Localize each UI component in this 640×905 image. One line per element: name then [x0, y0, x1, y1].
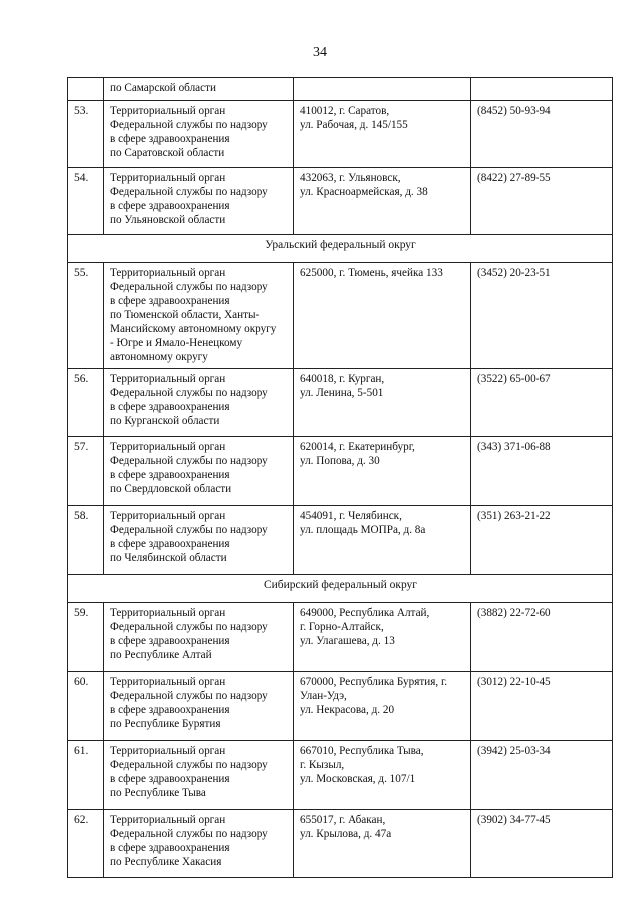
- section-title: Уральский федеральный округ: [68, 235, 613, 263]
- address-cell: [294, 101, 471, 168]
- organization-line: Федеральной службы по надзору: [110, 455, 268, 467]
- table-row: [68, 741, 613, 810]
- organization-line: Федеральной службы по надзору: [110, 621, 268, 633]
- organization-line: по Челябинской области: [110, 552, 227, 564]
- organization-line: Территориальный орган: [110, 105, 226, 117]
- phone-cell: [471, 78, 613, 101]
- organization-line: в сфере здравоохранения: [110, 635, 230, 647]
- address-line: ул. Крылова, д. 47а: [300, 828, 392, 840]
- organization-line: Территориальный орган: [110, 607, 226, 619]
- phone-cell: (3902) 34-77-45: [471, 810, 613, 878]
- address-cell: [294, 810, 471, 878]
- address-line: ул. Попова, д. 30: [300, 455, 380, 467]
- row-number: 61.: [68, 741, 104, 810]
- address-cell: [294, 369, 471, 437]
- organization-line: по Республике Алтай: [110, 649, 212, 661]
- organization-line: Территориальный орган: [110, 172, 226, 184]
- organization-line: в сфере здравоохранения: [110, 469, 230, 481]
- address-line: г. Горно-Алтайск,: [300, 621, 384, 633]
- organization-line: по Ульяновской области: [110, 214, 226, 226]
- page-number: 34: [313, 45, 327, 60]
- section-row: [68, 575, 613, 603]
- phone-cell: (3012) 22-10-45: [471, 672, 613, 741]
- organization-line: Мансийскому автономному округу: [110, 323, 277, 335]
- address-line: ул. Красноармейская, д. 38: [300, 186, 428, 198]
- address-cell: [294, 741, 471, 810]
- organization-line: Федеральной службы по надзору: [110, 524, 268, 536]
- organization-line: по Тюменской области, Ханты-: [110, 309, 260, 321]
- organization-cell: [104, 672, 294, 741]
- address-line: 655017, г. Абакан,: [300, 814, 386, 826]
- organization-line: Федеральной службы по надзору: [110, 828, 268, 840]
- organization-line: по Свердловской области: [110, 483, 232, 495]
- table-row: [68, 506, 613, 575]
- table-row: [68, 369, 613, 437]
- table-row: [68, 168, 613, 235]
- organization-cell: [104, 168, 294, 235]
- organization-cell: [104, 101, 294, 168]
- phone-cell: (3942) 25-03-34: [471, 741, 613, 810]
- phone-cell: (8452) 50-93-94: [471, 101, 613, 168]
- organization-cell: [104, 437, 294, 506]
- address-cell: [294, 437, 471, 506]
- table-row: [68, 263, 613, 369]
- phone-cell: (3452) 20-23-51: [471, 263, 613, 369]
- row-number: 54.: [68, 168, 104, 235]
- address-cell: [294, 263, 471, 369]
- row-number: 60.: [68, 672, 104, 741]
- organization-line: Федеральной службы по надзору: [110, 690, 268, 702]
- organization-line: автономному округу: [110, 351, 208, 363]
- address-line: 640018, г. Курган,: [300, 373, 385, 385]
- address-cell: [294, 506, 471, 575]
- organization-line: Федеральной службы по надзору: [110, 281, 268, 293]
- address-cell: [294, 672, 471, 741]
- organization-cell: [104, 369, 294, 437]
- organization-line: Территориальный орган: [110, 814, 226, 826]
- organization-cell: [104, 506, 294, 575]
- table-row: [68, 78, 613, 101]
- row-number: 56.: [68, 369, 104, 437]
- address-line: ул. площадь МОПРа, д. 8а: [300, 524, 426, 536]
- table-row: [68, 672, 613, 741]
- phone-cell: (343) 371-06-88: [471, 437, 613, 506]
- table-row: [68, 437, 613, 506]
- phone-cell: (8422) 27-89-55: [471, 168, 613, 235]
- table-row: [68, 603, 613, 672]
- section-row: [68, 235, 613, 263]
- organization-line: по Республике Хакасия: [110, 856, 222, 868]
- row-number: 59.: [68, 603, 104, 672]
- address-line: ул. Некрасова, д. 20: [300, 704, 395, 716]
- organization-line: Территориальный орган: [110, 510, 226, 522]
- organization-cell: [104, 741, 294, 810]
- row-number: 58.: [68, 506, 104, 575]
- address-line: 410012, г. Саратов,: [300, 105, 390, 117]
- phone-cell: (3882) 22-72-60: [471, 603, 613, 672]
- organization-cell: [104, 78, 294, 101]
- table-row: [68, 101, 613, 168]
- organization-cell: [104, 603, 294, 672]
- organization-line: Федеральной службы по надзору: [110, 186, 268, 198]
- address-cell: [294, 168, 471, 235]
- address-line: 454091, г. Челябинск,: [300, 510, 402, 522]
- address-line: 667010, Республика Тыва,: [300, 745, 424, 757]
- organization-line: Федеральной службы по надзору: [110, 119, 268, 131]
- organization-line: Федеральной службы по надзору: [110, 387, 268, 399]
- organization-line: в сфере здравоохранения: [110, 295, 230, 307]
- organization-line: по Самарской области: [110, 82, 216, 94]
- address-line: ул. Ленина, 5-501: [300, 387, 384, 399]
- organization-cell: [104, 810, 294, 878]
- address-cell: [294, 78, 471, 101]
- organization-line: в сфере здравоохранения: [110, 842, 230, 854]
- organization-line: в сфере здравоохранения: [110, 538, 230, 550]
- organization-line: Территориальный орган: [110, 441, 226, 453]
- organization-line: в сфере здравоохранения: [110, 133, 230, 145]
- address-line: ул. Рабочая, д. 145/155: [300, 119, 408, 131]
- address-line: 670000, Республика Бурятия, г.: [300, 676, 448, 688]
- address-line: ул. Улагашева, д. 13: [300, 635, 395, 647]
- address-line: Улан-Удэ,: [300, 690, 347, 702]
- organization-line: - Югре и Ямало-Ненецкому: [110, 337, 243, 349]
- row-number: 55.: [68, 263, 104, 369]
- address-line: г. Кызыл,: [300, 759, 345, 771]
- address-line: 625000, г. Тюмень, ячейка 133: [300, 267, 443, 279]
- organization-line: по Курганской области: [110, 415, 220, 427]
- address-line: ул. Московская, д. 107/1: [300, 773, 416, 785]
- organization-line: в сфере здравоохранения: [110, 773, 230, 785]
- section-title: Сибирский федеральный округ: [68, 575, 613, 603]
- address-cell: [294, 603, 471, 672]
- organization-line: Территориальный орган: [110, 676, 226, 688]
- row-number: 62.: [68, 810, 104, 878]
- organization-line: по Республике Тыва: [110, 787, 206, 799]
- organization-cell: [104, 263, 294, 369]
- organization-line: Территориальный орган: [110, 373, 226, 385]
- organization-line: Федеральной службы по надзору: [110, 759, 268, 771]
- phone-cell: (3522) 65-00-67: [471, 369, 613, 437]
- table-row: [68, 810, 613, 878]
- row-number: 57.: [68, 437, 104, 506]
- row-number: [68, 78, 104, 101]
- organization-line: в сфере здравоохранения: [110, 401, 230, 413]
- address-line: 620014, г. Екатеринбург,: [300, 441, 415, 453]
- organization-line: в сфере здравоохранения: [110, 200, 230, 212]
- organization-line: Территориальный орган: [110, 745, 226, 757]
- organization-line: Территориальный орган: [110, 267, 226, 279]
- address-line: 649000, Республика Алтай,: [300, 607, 430, 619]
- address-line: 432063, г. Ульяновск,: [300, 172, 401, 184]
- organization-line: в сфере здравоохранения: [110, 704, 230, 716]
- registry-table: [67, 77, 613, 878]
- phone-cell: (351) 263-21-22: [471, 506, 613, 575]
- organization-line: по Республике Бурятия: [110, 718, 221, 730]
- row-number: 53.: [68, 101, 104, 168]
- organization-line: по Саратовской области: [110, 147, 225, 159]
